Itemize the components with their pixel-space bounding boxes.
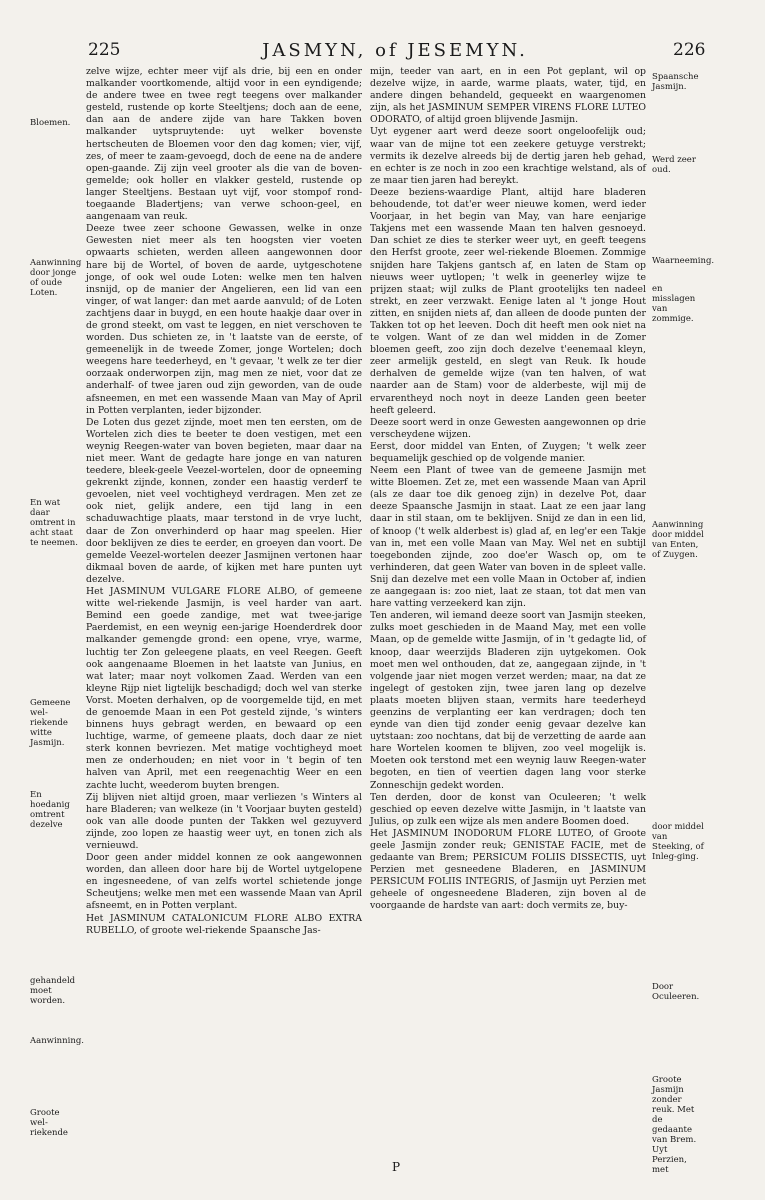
right-margin-note: Waarneeming. bbox=[652, 256, 715, 266]
paragraph: Deeze twee zeer schoone Gewassen, welke in onze Gewesten niet meer als ten hoogsten vier voeten opwaarts schieten, werden alleen aangewonnen door hare bij de Wortel, of boven de aarde, uytgeschotene jonge, of ook wel oude Loten: welke men ten halven insnijd, op de manier der Angelieren, een lid van een vinger, of wat langer: dan met aarde aanvuld; of de Loten zachtjens daar in buygd, en een houte haakje daar over in de grond steekt, om vast te leggen, en niet verschoven te worden. Dus schieten ze, in 't laatste van de eerste, of gemeenelijk in de tweede Zomer, jonge Wortelen; doch weegens hare teederheyd, en 't gevaar, 't welk ze ter dier oorzaak onderworpen zijn, mag men ze niet, voor dat ze anderhalf- of twee jaren oud zijn geworden, van de oude afsneemen, en met een wassende Maan van May of April in Potten verplanten, ieder bijzonder. bbox=[86, 223, 362, 416]
paragraph: Het JASMINUM CATALONICUM FLORE ALBO EXTRA RUBELLO, of groote wel-riekende Spaansche Jas- bbox=[86, 912, 362, 936]
left-margin-note: Groote wel-riekende bbox=[30, 1108, 68, 1138]
paragraph: zelve wijze, echter meer vijf als drie, bij een en onder malkander voortkomende, altijd voor in een eyndigende; de andere twee en twee regt teegens over malkander gesteld, rustende op korte Steeltjens; doch aan de eene, dan aan de andere zijde van hare Takken boven malkander uytspruytende: uyt welker bovenste hertscheuten de Bloemen voor den dag komen; vier, vijf, zes, of meer te zaam-gevoegd, doch de eene na de andere open-gaande. Zij zijn veel grooter als die van de boven-gemelde; ook holler en vlakker gesteld, rustende op langer Steeltjens. Bestaan uyt vijf, voor stompof rond-toegaande Bladertjens; van verwe schoon-geel, en aangenaam van reuk. bbox=[86, 66, 362, 223]
paragraph: mijn, teeder van aart, en in een Pot geplant, wil op dezelve wijze, in aarde, warme plaats, water, tijd, en andere dingen behandeld, gequeekt en waargenomen zijn, als het JASMINUM SEMPER VIRENS FLORE LUTEO ODORATO, of altijd groen blijvende Jasmijn. bbox=[370, 66, 646, 126]
paragraph: Het JASMINUM VULGARE FLORE ALBO, of gemeene witte wel-riekende Jasmijn, is veel harder van aart. Bemind een goede zandige, met wat twee-jarige Paerdemist, en een weynig een-jarige Hoenderdrek door malkander gemengde grond: een opene, vrye, warme, luchtig ter Zon geleegene plaats, en veel Reegen. Geeft ook aangenaame Bloemen in het laatste van Junius, en wat later; maar noyt volkomen Zaad. Werden van een kleyne Rijp niet ligtelijk beschadigd; doch wel van sterke Vorst. Moeten derhalven, op de voorgemelde tijd, en met de genoemde Maan in een Pot gesteld zijnde, 's winters binnens huys gebragt werden, en bewaard op een luchtige, warme, of gemeene plaats, doch daar ze niet sterk konnen bevriezen. Met matige vochtigheyd moet men ze onderhouden; en niet voor in 't begin of ten halven van April, met een reegenachtig Weer en een zachte lucht, weederom buyten brengen. bbox=[86, 586, 362, 791]
signature-mark: P bbox=[392, 1160, 401, 1174]
left-margin-note: gehandeld moet worden. bbox=[30, 976, 76, 1006]
left-margin-note: Bloemen. bbox=[30, 118, 71, 128]
left-margin-note: En wat daar omtrent in acht staat te neemen. bbox=[30, 498, 78, 548]
paragraph: Het JASMINUM INODORUM FLORE LUTEO, of Groote geele Jasmijn zonder reuk; GENISTAE FACIE, met de gedaante van Brem; PERSICUM FOLIIS DISSECTIS, uyt Perzien met gesneedene Bladeren, en JASMINUM PERSICUM FOLIIS INTEGRIS, of Jasmijn uyt Perzien met geheele of ongesneedene Bladeren, zijn boven al de voorgaande de hardste van aart: doch vermits ze, buy- bbox=[370, 827, 646, 912]
paragraph: Ten anderen, wil iemand deeze soort van Jasmijn steeken, zulks moet geschieden in de Maand May, met een volle Maan, op de gemelde witte Jasmijn, of in 't gedagte lid, of knoop, daar weerzijds Bladeren zijn uytgekomen. Ook moet men wel onthouden, dat ze, aangegaan zijnde, in 't volgende jaar niet mogen verzet werden; maar, na dat ze ingelegt of gestoken zijn, twee jaren lang op dezelve plaats moeten blijven staan, vermits hare teederheyd geenzins de verplanting eer kan verdragen; doch ten eynde van dien tijd zonder eenig gevaar dezelve kan uytstaan: zoo nochtans, dat bij de verzetting de aarde aan hare Wortelen koomen te blijven, zoo veel mogelijk is. Moeten ook terstond met een weynig lauw Reegen-water begoten, en tien of veertien dagen lang voor sterke Zonneschijn gedekt worden. bbox=[370, 610, 646, 791]
left-margin-note: En hoedanig omtrent dezelve bbox=[30, 790, 70, 830]
right-margin-note: Aanwinning door middel van Enten, of Zuygen. bbox=[652, 520, 704, 560]
paragraph: Neem een Plant of twee van de gemeene Jasmijn met witte Bloemen. Zet ze, met een wassende Maan van April (als ze daar toe dik genoeg zijn) in dezelve Pot, daar deeze Spaansche Jasmijn in staat. Laat ze een jaar lang daar in stil staan, om te beklijven. Snijd ze dan in een lid, of knoop ('t welk alderbest is) glad af, en leg'er een Takje van in, met een volle Maan van May. Wel net en subtijl toegebonden zijnde, zoo doe'er Wasch op, om te verhinderen, dat geen Water van boven in de spleet valle. Snij dan dezelve met een volle Maan in October af, indien ze aangegaan is: zoo niet, laat ze staan, tot dat men van hare vatting verzeekerd kan zijn. bbox=[370, 465, 646, 610]
left-margin-note: Aanwinning door jonge of oude Loten. bbox=[30, 258, 82, 298]
paragraph: Uyt eygener aart werd deeze soort ongeloofelijk oud; waar van de mijne tot een zeekere getuyge verstrekt; vermits ik dezelve alreeds bij de dertig jaren heb gehad, en echter is ze noch in zoo een krachtige welstand, als of ze maar tien jaren had bereykt. bbox=[370, 126, 646, 186]
paragraph: Deeze beziens-waardige Plant, altijd hare bladeren behoudende, tot dat'er weer nieuwe komen, werd ieder Voorjaar, in het begin van May, van hare eenjarige Takjens met een wassende Maan ten halven gesnoeyd. Dan schiet ze dies te sterker weer uyt, en geeft teegens den Herfst groote, zeer wel-riekende Bloemen. Zommige snijden hare Takjens gantsch af, en laten de Stam op nieuws weer uytlopen; 't welk in geenerley wijze te prijzen staat; wijl zulks de Plant grootelijks ten nadeel strekt, en zeer verzwakt. Eenige laten al 't jonge Hout zitten, en snijden niets af, dan alleen de doode punten der Takken tot op het leeven. Doch dit heeft men ook niet na te volgen. Want of ze dan wel midden in de Zomer bloemen geeft, zoo zijn doch dezelve t'eenemaal kleyn, zeer armelijk gesteld, en slegt van Reuk. Ik houde derhalven de gemelde wijze (van ten halven, of wat naarder aan de Stam) voor de alderbeste, wijl mij de ervarentheyd noch noyt in deeze Landen geen beeter heeft geleerd. bbox=[370, 186, 646, 416]
left-margin-note: Gemeene wel-riekende witte Jasmijn. bbox=[30, 698, 71, 748]
left-column bbox=[86, 66, 362, 937]
page-number-left: 225 bbox=[88, 40, 121, 60]
paragraph: Zij blijven niet altijd groen, maar verliezen 's Winters al hare Bladeren; van welkeze (in 't Voorjaar buyten gesteld) ook van alle doode punten der Takken wel gezuyverd zijnde, zoo lopen ze haastig weer uyt, en tonen zich als vernieuwd. bbox=[86, 791, 362, 851]
right-column bbox=[370, 66, 646, 913]
paragraph: Eerst, door middel van Enten, of Zuygen; 't welk zeer bequamelijk geschied op de volgende manier. bbox=[370, 440, 646, 464]
paragraph: Deeze soort werd in onze Gewesten aangewonnen op drie verscheydene wijzen. bbox=[370, 416, 646, 440]
right-margin-note: Werd zeer oud. bbox=[652, 155, 696, 175]
page-number-right: 226 bbox=[673, 40, 706, 60]
right-margin-note: door middel van Steeking, of Inleg-ging. bbox=[652, 822, 704, 862]
running-title: JASMYN, of JESEMYN. bbox=[262, 40, 528, 61]
left-margin-note: Aanwinning. bbox=[30, 1036, 84, 1046]
paragraph: Door geen ander middel konnen ze ook aangewonnen worden, dan alleen door hare bij de Wortel uytgelopene en ingesneedene, of van zelfs wortel schietende jonge Scheutjens; welke men met een wassende Maan van April afsneemt, en in Potten verplant. bbox=[86, 852, 362, 912]
page-header bbox=[0, 40, 765, 66]
paragraph: De Loten dus gezet zijnde, moet men ten eersten, om de Wortelen zich dies te beeter te doen vestigen, met een weynig Reegen-water van boven begieten, maar daar na niet meer. Want de gedagte hare jonge en van naturen teedere, bleek-geele Veezel-wortelen, door de opneeming gekrenkt zijnde, konnen, zonder een haastig verderf te gevoelen, niet veel vochtigheyd verdragen. Men zet ze ook niet, gelijk andere, een tijd lang in een schaduwachtige plaats, maar terstond in de vrye lucht, daar de Zon onverhinderd op haar mag speelen. Hier door beklijven ze dies te eerder, en groeyen dan voort. De gemelde Veezel-wortelen deezer Jasmijnen vertonen haar dikmaal boven de aarde, of kijken met hare punten uyt dezelve. bbox=[86, 416, 362, 585]
right-margin-note: Spaansche Jasmijn. bbox=[652, 72, 699, 92]
paragraph: Ten derden, door de konst van Oculeeren; 't welk geschied op eeven dezelve witte Jasmijn, in 't laatste van Julius, op zulk een wijze als men andere Boomen doed. bbox=[370, 791, 646, 827]
right-margin-note: Door Oculeeren. bbox=[652, 982, 700, 1002]
right-margin-note: en misslagen van zommige. bbox=[652, 284, 696, 324]
right-margin-note: Groote Jasmijn zonder reuk. Met de gedaante van Brem. Uyt Perzien, met bbox=[652, 1075, 697, 1175]
